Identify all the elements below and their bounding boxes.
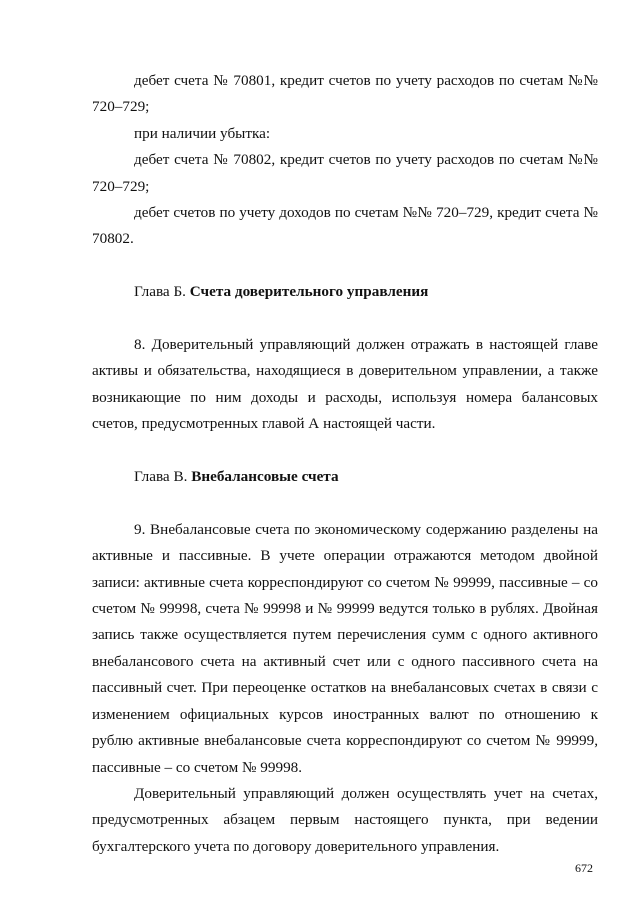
paragraph-debit-70801: дебет счета № 70801, кредит счетов по учету расходов по счетам №№ 720–729;: [92, 72, 598, 116]
paragraph-loss: при наличии убытка:: [134, 124, 271, 142]
chapter-b-heading: [92, 279, 598, 305]
chapter-v-title: Внебалансовые счета: [191, 468, 339, 486]
chapter-b-prefix: Глава Б.: [134, 283, 186, 301]
chapter-v-heading: [92, 464, 598, 490]
page-number: 672: [575, 861, 593, 875]
paragraph-8: 8. Доверительный управляющий должен отражать в настоящей главе активы и обязательства, находящиеся в доверительном управлении, а также возникающие по ним доходы и расходы, используя номера балансовых счетов, предусмотренных главой А настоящей части.: [92, 336, 598, 433]
paragraph-9: 9. Внебалансовые счета по экономическому содержанию разделены на активные и пассивные. В учете операции отражаются методом двойной записи: активные счета корреспондируют со счетом № 99999, пассивные – со счетом № 99998, счета № 99998 и № 99999 ведутся только в рублях. Двойная запись также осуществляется путем перечисления сумм с одного активного внебалансового счета на активный счет или с одного пассивного счета на пассивный счет. При переоценке остатков на внебалансовых счетах в связи с изменением официальных курсов иностранных валют по отношению к рублю активные внебалансовые счета корреспондируют со счетом № 99999, пассивные – со счетом № 99998.: [92, 520, 598, 776]
paragraph-9-trust: Доверительный управляющий должен осуществлять учет на счетах, предусмотренных абзацем первым настоящего пункта, при ведении бухгалтерского учета по договору доверительного управления.: [92, 784, 598, 855]
document-page: [92, 68, 598, 860]
chapter-v-prefix: Глава В.: [134, 468, 188, 486]
paragraph-debit-70802: дебет счета № 70802, кредит счетов по учету расходов по счетам №№ 720–729;: [92, 151, 598, 195]
paragraph-debit-income: дебет счетов по учету доходов по счетам №№ 720–729, кредит счета № 70802.: [92, 204, 598, 248]
chapter-b-title: Счета доверительного управления: [189, 283, 429, 301]
